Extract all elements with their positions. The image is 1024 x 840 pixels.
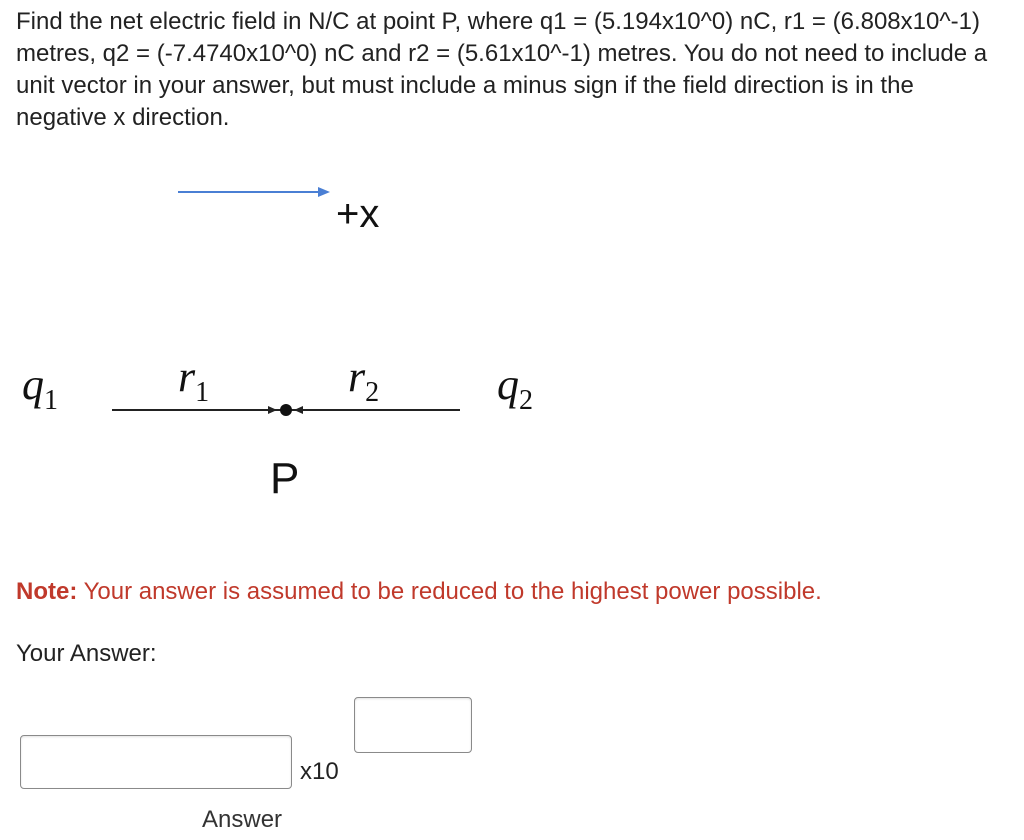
r2-arrowhead bbox=[294, 406, 303, 414]
r1-symbol: r bbox=[178, 352, 196, 401]
answer-exponent-input[interactable] bbox=[354, 697, 472, 753]
r2-symbol: r bbox=[348, 352, 366, 401]
q1-label bbox=[22, 360, 58, 416]
your-answer-label: Your Answer: bbox=[16, 640, 157, 667]
q2-label bbox=[497, 360, 533, 416]
answer-caption: Answer bbox=[202, 806, 283, 833]
q1-subscript: 1 bbox=[44, 385, 58, 416]
x-direction-arrowhead bbox=[318, 187, 330, 197]
note-body: Your answer is assumed to be reduced to the highest power possible. bbox=[77, 578, 822, 605]
note-text bbox=[16, 578, 822, 606]
field-diagram bbox=[0, 170, 560, 510]
r1-subscript: 1 bbox=[195, 377, 210, 408]
r2-subscript: 2 bbox=[365, 377, 380, 408]
x-direction-label: +x bbox=[336, 192, 380, 236]
answer-mantissa-input[interactable] bbox=[20, 735, 292, 789]
q2-symbol: q bbox=[497, 360, 519, 409]
r1-label bbox=[178, 352, 210, 408]
point-p-label: P bbox=[270, 454, 300, 503]
point-p-dot bbox=[280, 404, 292, 416]
note-bold-prefix: Note: bbox=[16, 578, 78, 605]
r2-label bbox=[348, 352, 380, 408]
q2-subscript: 2 bbox=[519, 385, 533, 416]
r1-arrowhead bbox=[268, 406, 277, 414]
question-text: Find the net electric field in N/C at point P, where q1 = (5.194x10^0) nC, r1 = (6.808x10^-1) metres, q2 = (-7.4740x10^0) nC and r2 = (5.61x10^-1) metres. You do not need to include a unit vector in your answer, but must include a minus sign if the field direction is in the negative x direction. bbox=[16, 8, 988, 131]
q1-symbol: q bbox=[22, 360, 44, 409]
times-ten-label: x10 bbox=[300, 758, 339, 785]
